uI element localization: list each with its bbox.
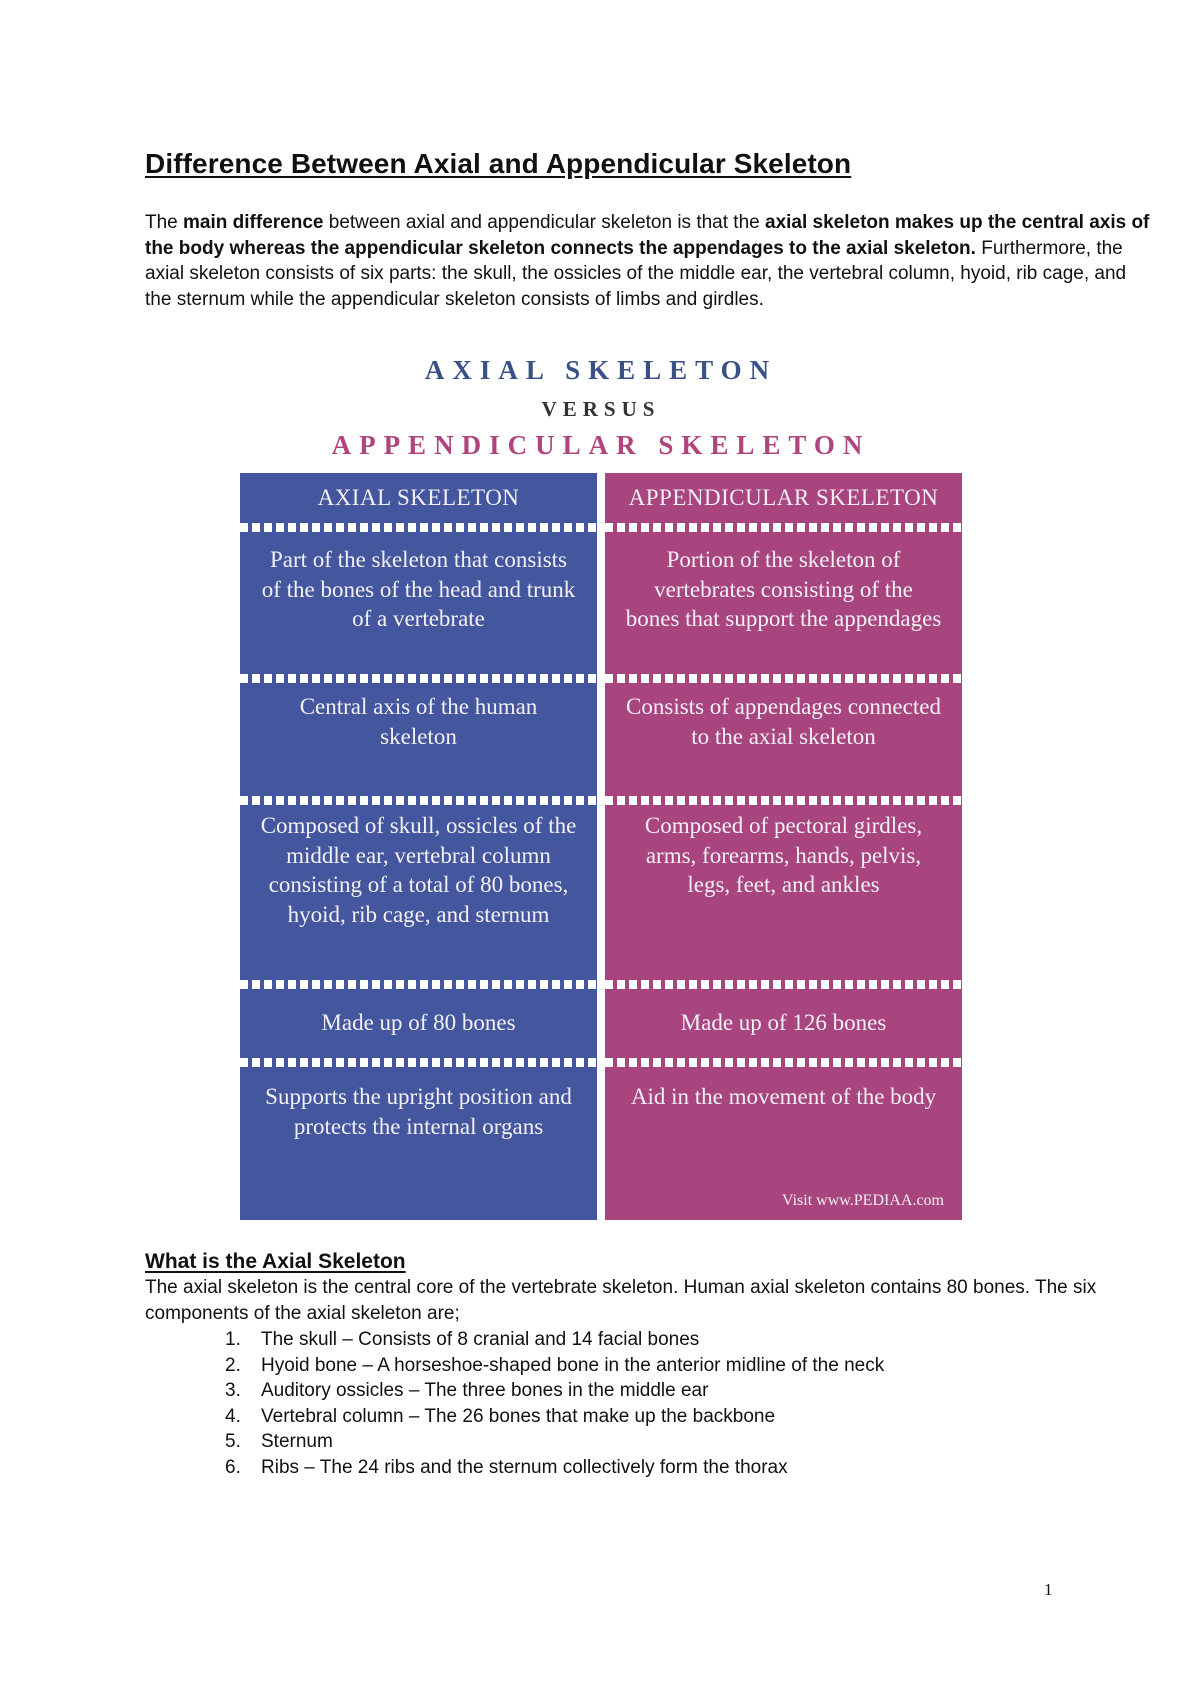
list-item-number: 1. <box>225 1329 241 1350</box>
intro-bold-2: axial skeleton makes up the central axis of the body whereas the appendicular skeleton connects the appendages to the axial skeleton. <box>145 212 1150 259</box>
intro-text-3: Furthermore, the axial skeleton consists of six parts: the skull, the ossicles of the middle ear, the vertebral column, hyoid, rib cage, and the sternum while the appendicular skeleton consists of limbs and girdles. <box>145 237 1127 310</box>
page-number: 1 <box>1044 1580 1053 1599</box>
list-item-text: Ribs – The 24 ribs and the sternum collectively form the thorax <box>261 1456 788 1478</box>
appendicular-column <box>605 473 962 1220</box>
axial-column-header: AXIAL SKELETON <box>317 485 520 511</box>
row-divider <box>240 796 597 805</box>
intro-text-2: between axial and appendicular skeleton is that the <box>323 212 765 233</box>
list-item-text: The skull – Consists of 8 cranial and 14 facial bones <box>261 1329 700 1350</box>
intro-paragraph <box>145 210 1155 312</box>
section-heading: What is the Axial Skeleton <box>145 1250 406 1273</box>
list-item-text: Hyoid bone – A horseshoe-shaped bone in the anterior midline of the neck <box>261 1354 885 1376</box>
axial-row-2: Central axis of the human skeleton <box>299 694 538 749</box>
appendicular-column-header: APPENDICULAR SKELETON <box>628 485 939 511</box>
appendicular-row-4: Made up of 126 bones <box>680 1010 887 1036</box>
list-item <box>225 1378 1125 1404</box>
row-divider <box>605 980 962 989</box>
axial-components-list <box>225 1327 1125 1480</box>
row-divider <box>605 523 962 532</box>
appendicular-row-2: Consists of appendages connected to the axial skeleton <box>626 694 941 749</box>
list-item-number: 3. <box>225 1380 241 1401</box>
list-item-text: Sternum <box>261 1431 333 1452</box>
section-body: The axial skeleton is the central core of the vertebrate skeleton. Human axial skeleton contains 80 bones. The six components of the axial skeleton are; <box>145 1277 1097 1324</box>
row-divider <box>240 523 597 532</box>
list-item-number: 2. <box>225 1354 241 1376</box>
infographic-credit: Visit www.PEDIAA.com <box>782 1192 944 1209</box>
document-title: Difference Between Axial and Appendicular Skeleton <box>145 148 852 179</box>
axial-row-5: Supports the upright position and protects the internal organs <box>265 1084 572 1139</box>
intro-bold-1: main difference <box>183 212 324 233</box>
axial-row-3: Composed of skull, ossicles of the middle ear, vertebral column consisting of a total of 80 bones, hyoid, rib cage, and sternum <box>260 813 577 927</box>
list-item <box>225 1404 1125 1430</box>
list-item-text: Vertebral column – The 26 bones that make up the backbone <box>261 1405 776 1427</box>
row-divider <box>240 1058 597 1067</box>
row-divider <box>240 674 597 683</box>
intro-text-1: The <box>145 212 184 233</box>
list-item-text: Auditory ossicles – The three bones in the middle ear <box>261 1380 709 1401</box>
list-item-number: 6. <box>225 1456 241 1478</box>
list-item <box>225 1429 1125 1455</box>
axial-row-4: Made up of 80 bones <box>321 1010 516 1036</box>
row-divider <box>240 980 597 989</box>
appendicular-row-5: Aid in the movement of the body <box>630 1084 937 1109</box>
appendicular-row-3: Composed of pectoral girdles, arms, forearms, hands, pelvis, legs, feet, and ankles <box>644 813 923 897</box>
infographic-heading-versus: VERSUS <box>541 397 661 421</box>
axial-column <box>240 473 597 1220</box>
list-item <box>225 1455 1125 1481</box>
row-divider <box>605 1058 962 1067</box>
list-item-number: 4. <box>225 1405 241 1427</box>
row-divider <box>605 674 962 683</box>
infographic-heading-axial: AXIAL SKELETON <box>424 355 778 385</box>
list-item <box>225 1353 1125 1379</box>
infographic-heading-appendicular: APPENDICULAR SKELETON <box>331 430 871 460</box>
appendicular-row-1: Portion of the skeleton of vertebrates consisting of the bones that support the appendages <box>625 547 942 631</box>
row-divider <box>605 796 962 805</box>
axial-row-1: Part of the skeleton that consists of the bones of the head and trunk of a vertebrate <box>261 547 576 631</box>
list-item-number: 5. <box>225 1431 241 1452</box>
list-item <box>225 1327 1125 1353</box>
comparison-infographic <box>240 355 962 1220</box>
